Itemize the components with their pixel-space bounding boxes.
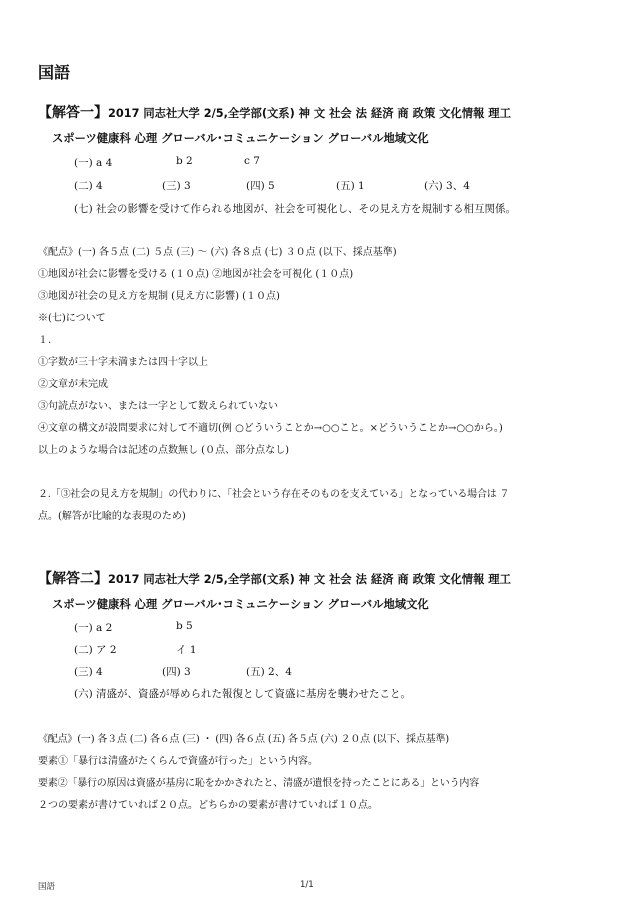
answer2-row4-text: (六) 清盛が、資盛が辱められた報復として資盛に基房を襲わせたこと。 <box>74 688 412 700</box>
answer2-heading <box>38 568 511 588</box>
answer1-row3-text: (七) 社会の影響を受けて作られる地図が、社会を可視化し、その見え方を規制する相互関係。 <box>74 203 517 215</box>
answer2-note: 要素②「暴行の原因は資盛が基房に恥をかかされたと、清盛が遺恨を持ったことにある」という内容 <box>38 778 479 789</box>
answer1-note: 以上のような場合は記述の点数無し (０点、部分点なし) <box>38 445 289 456</box>
answer1-heading-text: 2017 同志社大学 2/5,全学部(文系) 神 文 社会 法 経済 商 政策 文化情報 理工 <box>108 107 511 120</box>
answer2-row2-item: イ 1 <box>176 644 197 656</box>
footer-page-number: 1/1 <box>300 880 314 890</box>
answer1-heading <box>38 102 511 122</box>
answer1-row2-item: (三) 3 <box>162 180 191 192</box>
answer2-subheading: スポーツ健康科 心理 グローバル･コミュニケーション グローバル地域文化 <box>52 598 429 611</box>
answer1-row2-item: (五) 1 <box>336 180 365 192</box>
answer1-note: ②文章が未完成 <box>38 379 108 390</box>
answer2-row2-item: (二) ア 2 <box>74 644 117 656</box>
answer2-note: 《配点》(一) 各３点 (二) 各６点 (三) ・ (四) 各６点 (五) 各５点 (六) ２０点 (以下、採点基準) <box>38 734 449 745</box>
answer1-note: ④文章の構文が設問要求に対して不適切(例 ○どういうことか→○○こと。×どういうことか→○○から。) <box>38 423 503 434</box>
answer1-row2-item: (四) 5 <box>246 180 275 192</box>
answer1-subheading: スポーツ健康科 心理 グローバル･コミュニケーション グローバル地域文化 <box>52 132 429 145</box>
answer1-row1-item: (一) a 4 <box>74 157 113 169</box>
answer1-note2-cont: 点。(解答が比喩的な表現のため) <box>38 511 186 522</box>
answer2-row3-item: (五) 2、4 <box>246 666 292 678</box>
answer1-note2: ２.「③社会の見え方を規制」の代わりに、「社会という存在そのものを支えている」となっている場合は ７ <box>38 489 510 500</box>
answer2-row3-item: (四) 3 <box>162 666 191 678</box>
answer1-note: ①字数が三十字未満または四十字以上 <box>38 357 208 368</box>
answer2-heading-text: 2017 同志社大学 2/5,全学部(文系) 神 文 社会 法 経済 商 政策 文化情報 理工 <box>108 573 511 586</box>
answer1-heading-bracket: 【解答一】 <box>38 105 108 121</box>
answer2-row1-item: (一) a 2 <box>74 622 113 634</box>
answer1-row2-item: (六) 3、4 <box>424 180 470 192</box>
answer1-row1-item: b 2 <box>176 155 193 167</box>
footer-left: 国語 <box>38 882 56 892</box>
answer2-row3-item: (三) 4 <box>74 666 103 678</box>
answer1-note: ①地図が社会に影響を受ける (１０点) ②地図が社会を可視化 (１０点) <box>38 269 354 280</box>
answer1-row2-item: (二) 4 <box>74 180 103 192</box>
answer2-heading-bracket: 【解答二】 <box>38 571 108 587</box>
answer2-row1-item: b 5 <box>176 620 193 632</box>
answer1-note: ※(七)について <box>38 313 106 324</box>
answer1-note: 《配点》(一) 各５点 (二) ５点 (三) 〜 (六) 各８点 (七) ３０点 (以下、採点基準) <box>38 247 397 258</box>
answer1-note: １. <box>38 335 52 346</box>
answer1-row1-item: c 7 <box>244 155 260 167</box>
answer1-note: ③句読点がない、または一字として数えられていない <box>38 401 278 412</box>
answer2-note: ２つの要素が書けていれば２０点。どちらかの要素が書けていれば１０点。 <box>38 800 378 811</box>
answer2-note: 要素①「暴行は清盛がたくらんで資盛が行った」という内容。 <box>38 756 318 767</box>
subject-title: 国語 <box>38 63 71 82</box>
answer1-note: ③地図が社会の見え方を規制 (見え方に影響) (１０点) <box>38 291 280 302</box>
